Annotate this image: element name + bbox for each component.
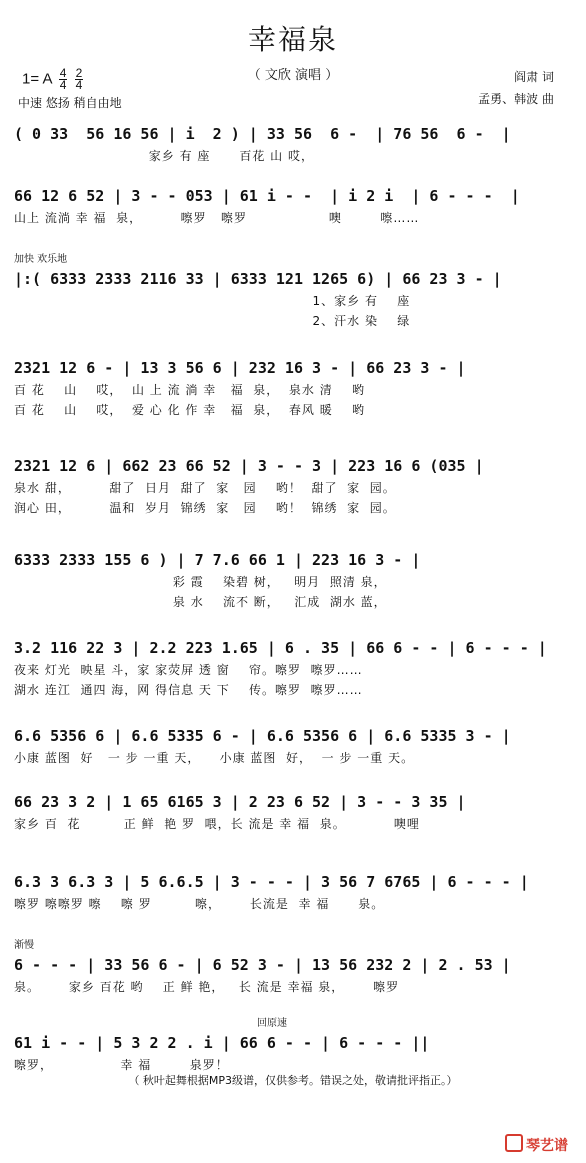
lyric-line: 百 花 山 哎， 山 上 流 淌 幸 福 泉， 泉水 清 哟	[14, 383, 365, 397]
notation-line: 6.3 3 6.3 3 | 5 6.6.5 | 3 - - - | 3 56 7 6765 | 6 - - - |	[14, 873, 529, 891]
song-title: 幸福泉	[247, 23, 338, 56]
score-system-6	[14, 548, 570, 612]
score-system-11	[14, 936, 570, 997]
key-signature	[22, 68, 83, 91]
score-system-1	[14, 122, 570, 166]
key-label: 1= A	[22, 70, 52, 88]
lyric-line: 泉 水 流不 断， 汇成 湖水 蓝，	[14, 595, 387, 609]
tempo-change-marking: 渐慢	[14, 940, 34, 951]
logo-icon	[505, 1134, 523, 1152]
lyric-line: 家乡 百 花 正 鲜 艳 罗 喂，长 流是 幸 福 泉。 噢哩	[14, 817, 420, 831]
tempo-marking: 中速 悠扬 稍自由地	[18, 96, 122, 110]
notation-line: 6333 2333 155 6 ) | 7 7.6 66 1 | 223 16 3 - |	[14, 551, 421, 569]
score-system-2	[14, 184, 570, 228]
notation-line: 2321 12 6 | 662 23 66 52 | 3 - - 3 | 223 16 6 (035 |	[14, 457, 484, 475]
score-system-10	[14, 870, 570, 914]
logo-text: 琴艺谱	[526, 1138, 568, 1154]
score-system-3	[14, 250, 570, 331]
score-system-9	[14, 790, 570, 834]
score-system-12	[14, 1014, 570, 1075]
lyric-line: 2、汗水 染 绿	[14, 314, 411, 328]
lyricist: 阎肃 词	[514, 70, 554, 84]
lyric-line: 泉水 甜， 甜了 日月 甜了 家 园 哟！ 甜了 家 园。	[14, 481, 396, 495]
composer: 孟勇、韩波 曲	[478, 92, 554, 106]
lyric-line: 嚓罗， 幸 福 泉罗！	[14, 1058, 229, 1072]
notation-line: 2321 12 6 - | 13 3 56 6 | 232 16 3 - | 66 23 3 - |	[14, 359, 466, 377]
meter-2: $\frac{2}{4}$	[75, 66, 83, 92]
tempo-change-marking: 回原速	[257, 1018, 287, 1029]
notation-line: ( 0 33 56 16 56 | i 2 ) | 33 56 6 - | 76 56 6 - |	[14, 125, 511, 143]
lyric-line: 家乡 有 座 百花 山 哎，	[14, 149, 314, 163]
notation-line: 66 23 3 2 | 1 65 6165 3 | 2 23 6 52 | 3 - - 3 35 |	[14, 793, 466, 811]
lyric-line: 小康 蓝图 好 一 步 一重 天， 小康 蓝图 好， 一 步 一重 天。	[14, 751, 415, 765]
notation-line: 66 12 6 52 | 3 - - 053 | 61 i - - | i 2 i | 6 - - - |	[14, 187, 520, 205]
performer-subtitle: （ 文欣 演唱 ）	[247, 68, 339, 83]
score-system-7	[14, 636, 570, 700]
notation-line: 61 i - - | 5 3 2 2 . i | 66 6 - - | 6 - - - ||	[14, 1034, 430, 1052]
site-logo	[505, 1134, 568, 1155]
lyric-line: 嚓罗 嚓嚓罗 嚓 嚓 罗 嚓， 长流是 幸 福 泉。	[14, 897, 385, 911]
credits	[478, 66, 554, 110]
score-system-8	[14, 724, 570, 768]
notation-line: |:( 6333 2333 2116 33 | 6333 121 1265 6) | 66 23 3 - |	[14, 270, 502, 288]
meter-1: $\frac{4}{4}$	[59, 66, 67, 92]
tempo-change-marking: 加快 欢乐地	[14, 254, 68, 265]
lyric-line: 泉。 家乡 百花 哟 正 鲜 艳， 长 流是 幸福 泉， 嚓罗	[14, 980, 400, 994]
lyric-line: 百 花 山 哎， 爱 心 化 作 幸 福 泉， 春风 暖 哟	[14, 403, 365, 417]
lyric-line: 湖水 连江 通四 海，网 得信息 天 下 传。嚓罗 嚓罗……	[14, 683, 363, 697]
lyric-line: 彩 霞 染碧 树， 明月 照清 泉，	[14, 575, 387, 589]
notation-line: 6 - - - | 33 56 6 - | 6 52 3 - | 13 56 232 2 | 2 . 53 |	[14, 956, 511, 974]
lyric-line: 润心 田， 温和 岁月 锦绣 家 园 哟！ 锦绣 家 园。	[14, 501, 396, 515]
lyric-line: 山上 流淌 幸 福 泉， 嚓罗 嚓罗 噢 嚓……	[14, 211, 420, 225]
score-system-4	[14, 356, 570, 420]
score-system-5	[14, 454, 570, 518]
lyric-line: 夜来 灯光 映星 斗，家 家荧屏 透 窗 帘。嚓罗 嚓罗……	[14, 663, 363, 677]
notation-line: 6.6 5356 6 | 6.6 5335 6 - | 6.6 5356 6 | 6.6 5335 3 - |	[14, 727, 511, 745]
footnote: （ 秋叶起舞根据MP3级谱，仅供参考。错误之处，敬请批评指正。）	[128, 1074, 458, 1087]
notation-line: 3.2 116 22 3 | 2.2 223 1.65 | 6 . 35 | 66 6 - - | 6 - - - |	[14, 639, 547, 657]
lyric-line: 1、家乡 有 座	[14, 294, 411, 308]
